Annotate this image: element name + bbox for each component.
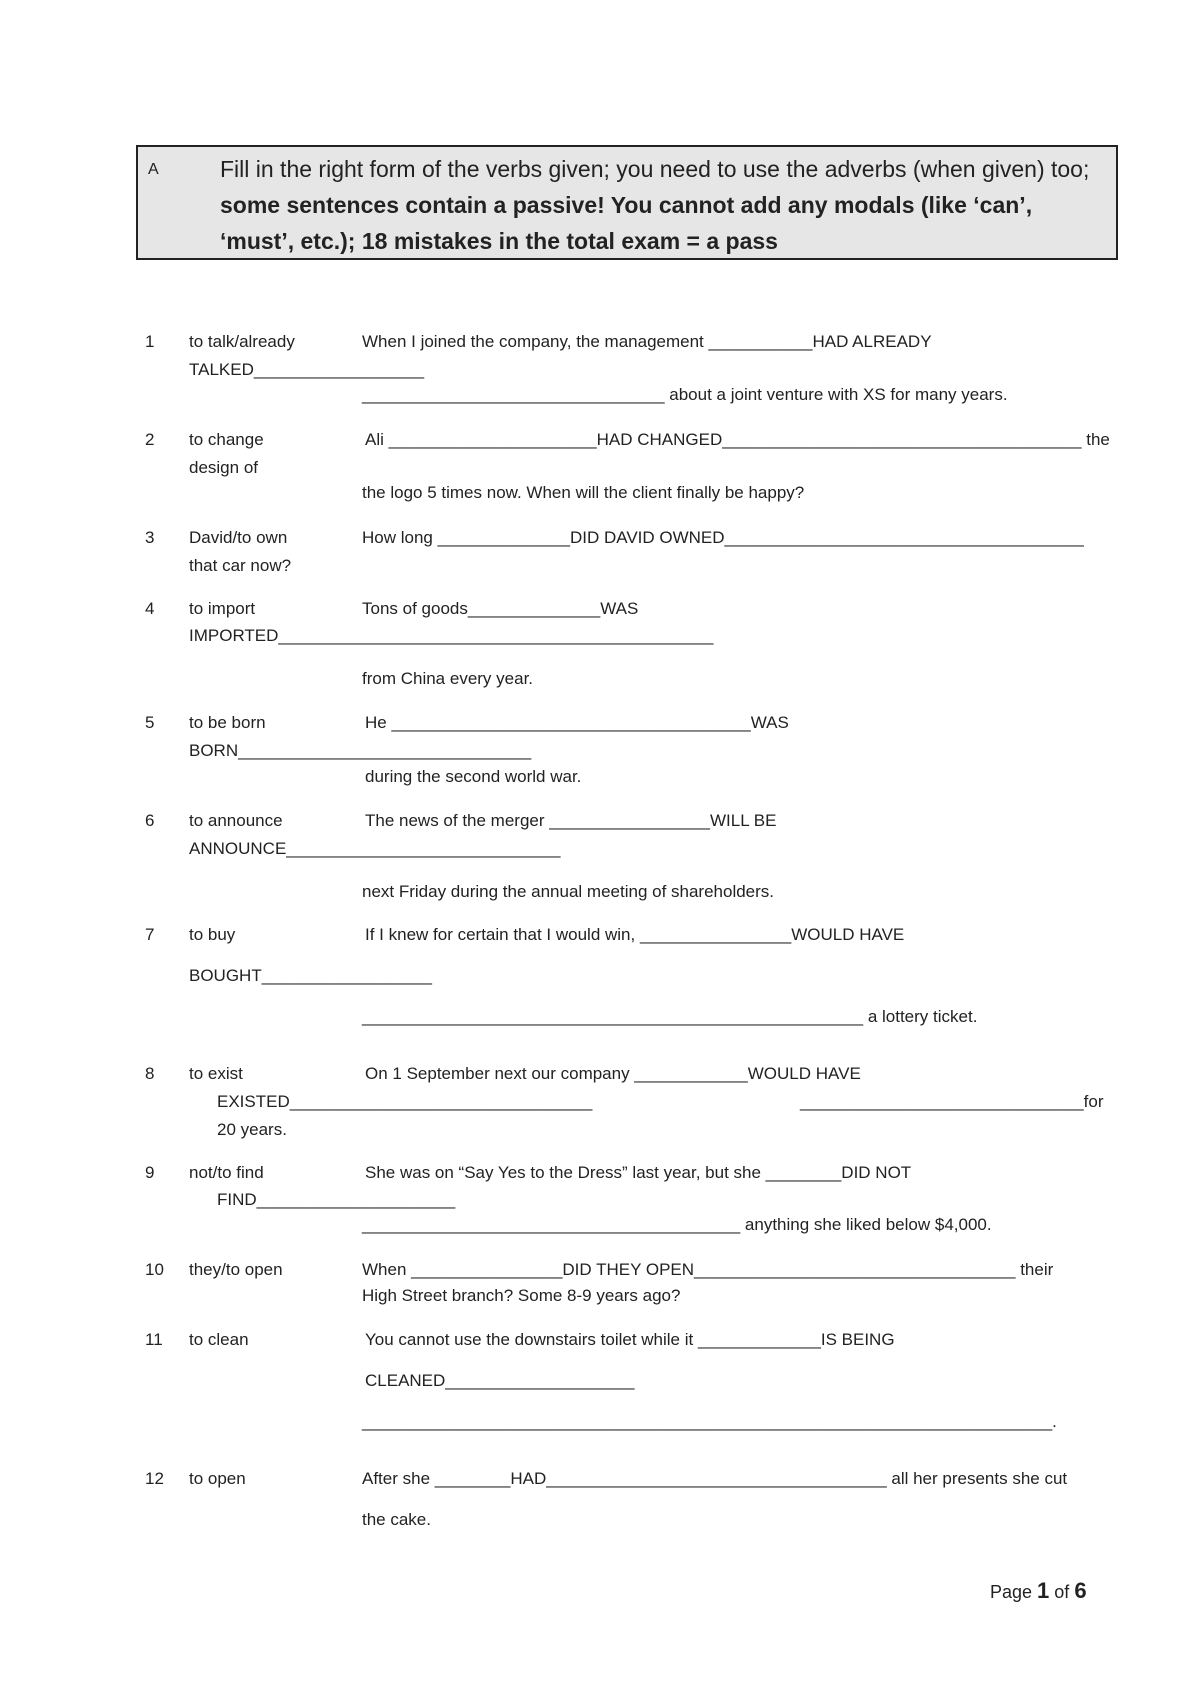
verb-prompt-answer: IMPORTED______________________________________________ (189, 626, 714, 645)
item-number: 12 (145, 1469, 164, 1488)
sentence-line: How long ______________DID DAVID OWNED______________________________________ (362, 528, 1084, 547)
sentence-line: during the second world war. (365, 767, 582, 786)
sentence-line: After she ________HAD____________________________________ all her presents she cut (362, 1469, 1068, 1488)
item-number: 1 (145, 332, 155, 351)
item-number: 10 (145, 1260, 164, 1279)
verb-prompt: to clean (189, 1330, 249, 1349)
verb-prompt-answer: TALKED__________________ (189, 360, 425, 379)
item-number: 3 (145, 528, 155, 547)
sentence-line: ________________________________ about a joint venture with XS for many years. (362, 385, 1008, 404)
instructions-normal: Fill in the right form of the verbs given; you need to use the adverbs (when given) too; (220, 156, 1090, 182)
verb-prompt: to talk/already (189, 332, 295, 351)
verb-prompt-cont: that car now? (189, 556, 292, 575)
current-page: 1 (1037, 1578, 1050, 1603)
total-pages: 6 (1074, 1578, 1087, 1603)
verb-prompt-answer: EXISTED________________________________ (217, 1092, 593, 1111)
verb-prompt-cont: design of (189, 458, 258, 477)
section-letter: A (148, 161, 159, 178)
item-number: 9 (145, 1163, 155, 1182)
verb-prompt-answer: BOUGHT__________________ (189, 966, 432, 985)
item-number: 2 (145, 430, 155, 449)
page-label: Page (990, 1582, 1038, 1602)
sentence-line: _____________________________________________________ a lottery ticket. (362, 1007, 978, 1026)
item-number: 5 (145, 713, 155, 732)
verb-prompt: to import (189, 599, 256, 618)
verb-prompt-cont: 20 years. (217, 1120, 287, 1139)
verb-prompt: to announce (189, 811, 283, 830)
item-number: 8 (145, 1064, 155, 1083)
sentence-line: Ali ______________________HAD CHANGED______________________________________ the (365, 430, 1110, 449)
verb-prompt: to buy (189, 925, 236, 944)
verb-prompt: to change (189, 430, 264, 449)
sentence-line: the logo 5 times now. When will the client finally be happy? (362, 483, 805, 502)
verb-prompt: to open (189, 1469, 246, 1488)
sentence-line: ______________________________for (800, 1092, 1104, 1111)
sentence-line-answer: CLEANED____________________ (365, 1371, 635, 1390)
page-number (990, 1578, 1087, 1604)
sentence-line: On 1 September next our company ____________WOULD HAVE (365, 1064, 861, 1083)
sentence-line: When I joined the company, the management ___________HAD ALREADY (362, 332, 932, 351)
sentence-line: Tons of goods______________WAS (362, 599, 639, 618)
verb-prompt: to be born (189, 713, 266, 732)
instructions-box (136, 145, 1118, 260)
item-number: 11 (145, 1330, 163, 1349)
sentence-line: High Street branch? Some 8-9 years ago? (362, 1286, 681, 1305)
verb-prompt: to exist (189, 1064, 243, 1083)
verb-prompt: they/to open (189, 1260, 283, 1279)
instructions-text (220, 151, 1100, 259)
item-number: 7 (145, 925, 155, 944)
sentence-line: You cannot use the downstairs toilet while it _____________IS BEING (365, 1330, 895, 1349)
sentence-line: the cake. (362, 1510, 431, 1529)
of-label: of (1049, 1582, 1075, 1602)
verb-prompt: not/to find (189, 1163, 264, 1182)
sentence-line: _________________________________________________________________________. (362, 1412, 1057, 1431)
sentence-line: She was on “Say Yes to the Dress” last year, but she ________DID NOT (365, 1163, 912, 1182)
verb-prompt-answer: BORN_______________________________ (189, 741, 532, 760)
verb-prompt-answer: ANNOUNCE_____________________________ (189, 839, 561, 858)
sentence-line: If I knew for certain that I would win, ________________WOULD HAVE (365, 925, 905, 944)
instructions-bold: some sentences contain a passive! You cannot add any modals (like ‘can’, ‘must’, etc.); 18 mistakes in the total exam = a pass (220, 192, 1033, 254)
sentence-line: from China every year. (362, 669, 534, 688)
item-number: 6 (145, 811, 155, 830)
item-number: 4 (145, 599, 155, 618)
sentence-line: The news of the merger _________________WILL BE (365, 811, 777, 830)
sentence-line: next Friday during the annual meeting of shareholders. (362, 882, 775, 901)
verb-prompt-answer: FIND_____________________ (217, 1190, 456, 1209)
verb-prompt: David/to own (189, 528, 288, 547)
sentence-line: ________________________________________ anything she liked below $4,000. (362, 1215, 992, 1234)
sentence-line: When ________________DID THEY OPEN__________________________________ their (362, 1260, 1054, 1279)
sentence-line: He ______________________________________WAS (365, 713, 789, 732)
